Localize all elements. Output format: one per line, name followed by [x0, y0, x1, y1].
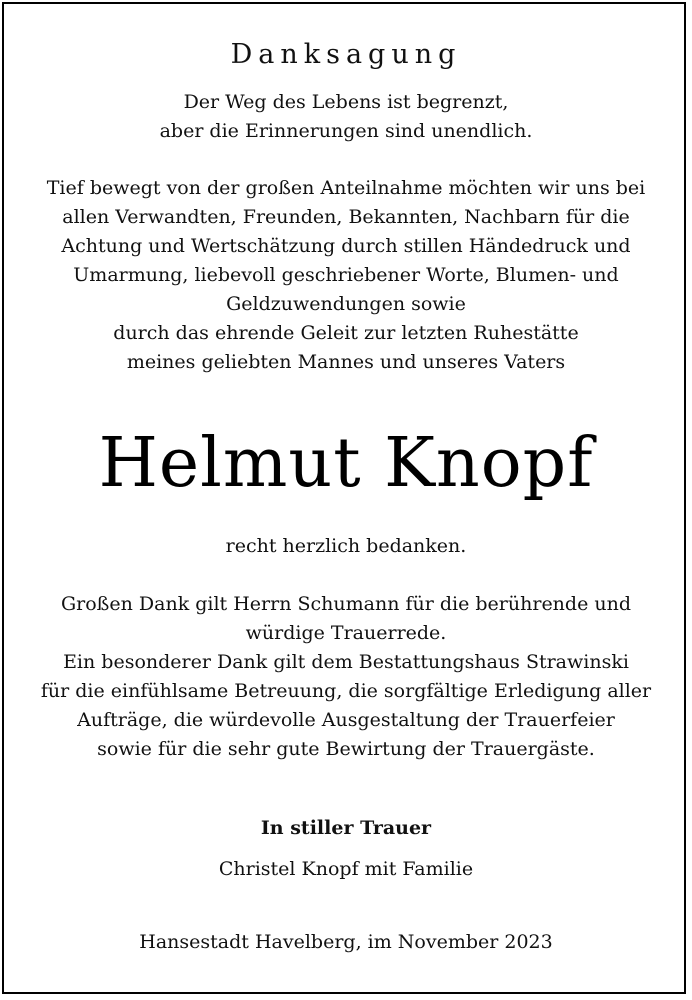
deceased-name: Helmut Knopf — [98, 424, 594, 503]
mourning-label: In stiller Trauer — [260, 817, 432, 839]
thanks-body — [0, 174, 692, 377]
body-line: meines geliebten Mannes und unseres Vaters — [126, 351, 566, 373]
thanks-line: recht herzlich bedanken. — [225, 535, 467, 557]
special-thanks-line: Großen Dank gilt Herrn Schumann für die berührende und — [60, 593, 632, 615]
special-thanks-line: Aufträge, die würdevolle Ausgestaltung der Trauerfeier — [77, 709, 615, 731]
body-line: Tief bewegt von der großen Anteilnahme möchten wir uns bei — [46, 177, 646, 199]
special-thanks — [0, 590, 692, 764]
special-thanks-line: Ein besonderer Dank gilt dem Bestattungshaus Strawinski — [63, 651, 629, 673]
body-line: allen Verwandten, Freunden, Bekannten, Nachbarn für die — [62, 206, 630, 228]
signed-by: Christel Knopf mit Familie — [218, 858, 474, 880]
body-line: durch das ehrende Geleit zur letzten Ruhestätte — [113, 322, 579, 344]
notice-title: Danksagung — [230, 39, 462, 70]
special-thanks-line: für die einfühlsame Betreuung, die sorgfältige Erledigung aller — [40, 680, 652, 702]
special-thanks-line: sowie für die sehr gute Bewirtung der Trauergäste. — [97, 738, 595, 760]
body-line: Umarmung, liebevoll geschriebener Worte, Blumen- und — [73, 264, 619, 286]
body-line: Geldzuwendungen sowie — [226, 293, 466, 315]
body-line: Achtung und Wertschätzung durch stillen Händedruck und — [61, 235, 631, 257]
motto — [0, 88, 692, 146]
motto-line: aber die Erinnerungen sind unendlich. — [159, 120, 533, 142]
motto-line: Der Weg des Lebens ist begrenzt, — [183, 91, 509, 113]
special-thanks-line: würdige Trauerrede. — [245, 622, 447, 644]
place-date: Hansestadt Havelberg, im November 2023 — [139, 931, 553, 953]
